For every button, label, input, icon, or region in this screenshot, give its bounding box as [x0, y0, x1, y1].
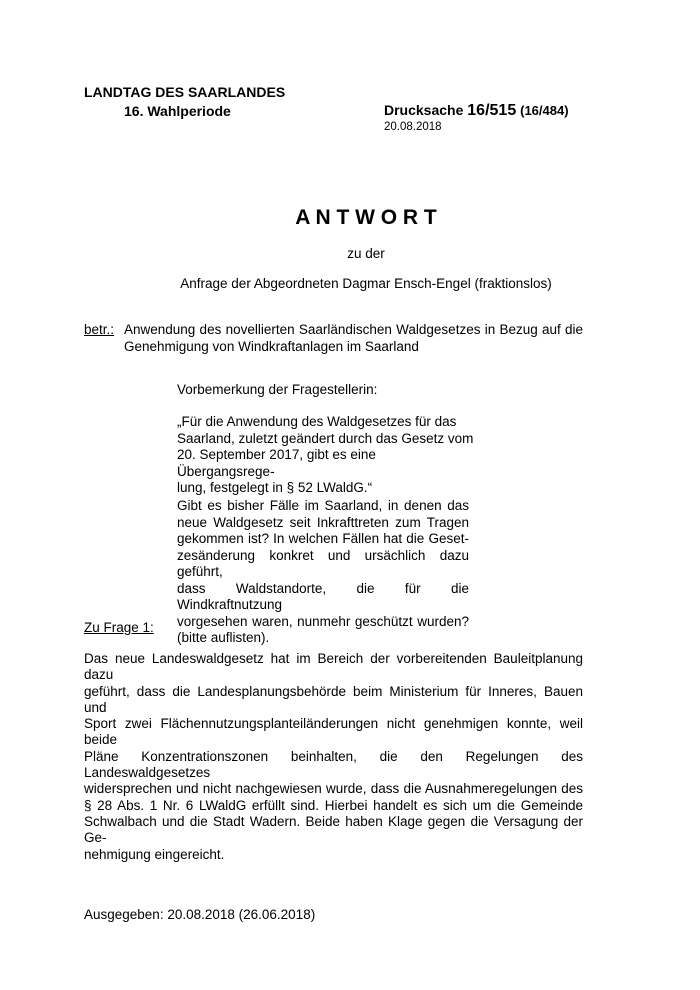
- parliament-name: LANDTAG DES SAARLANDES: [84, 84, 286, 100]
- question-line: (bitte auflisten).: [177, 630, 270, 645]
- subject-text: Anwendung des novellierten Saarländischen Waldgesetzes in Bezug auf die Genehmigung von Windkraftanlagen im Saarland: [124, 322, 583, 354]
- quote-line: 20. September 2017, gibt es eine Übergangsrege-: [177, 447, 376, 479]
- quote-line: „Für die Anwendung des Waldgesetzes für das: [177, 414, 457, 429]
- print-date: 20.08.2018: [384, 121, 442, 133]
- answer-block: [84, 651, 583, 863]
- answer-line: § 28 Abs. 1 Nr. 6 LWaldG erfüllt sind. Hierbei handelt es sich um die Gemeinde: [84, 797, 583, 813]
- print-ref: (16/484): [520, 103, 569, 118]
- answer-line: geführt, dass die Landesplanungsbehörde beim Ministerium für Inneres, Bauen und: [84, 683, 583, 715]
- answer-line: widersprechen und nicht nachgewiesen wurde, dass die Ausnahmeregelungen des: [84, 781, 583, 797]
- print-matter: [384, 101, 569, 120]
- answer-line: Schwalbach und die Stadt Wadern. Beide haben Klage gegen die Versagung der Ge-: [84, 813, 583, 846]
- answer-line: Pläne Konzentrationszonen beinhalten, die den Regelungen des Landeswaldgesetzes: [84, 748, 583, 781]
- question-line: Gibt es bisher Fälle im Saarland, in denen das: [177, 498, 469, 513]
- inquiry-line: Anfrage der Abgeordneten Dagmar Ensch-Engel (fraktionslos): [180, 276, 552, 291]
- preface-heading: Vorbemerkung der Fragestellerin:: [177, 382, 378, 397]
- preface-quote: [177, 414, 477, 497]
- quote-line: lung, festgelegt in § 52 LWaldG.“: [177, 480, 373, 495]
- to-the-label: zu der: [347, 246, 385, 261]
- question-line: neue Waldgesetz seit Inkrafttreten zum Tragen: [177, 514, 469, 530]
- legislative-period: 16. Wahlperiode: [124, 103, 231, 119]
- print-number: 16/515: [467, 102, 517, 119]
- answer-line: Sport zwei Flächennutzungsplanteiländerungen nicht genehmigen konnte, weil beide: [84, 716, 583, 748]
- answer-line: Das neue Landeswaldgesetz hat im Bereich der vorbereitenden Bauleitplanung dazu: [84, 651, 583, 683]
- question-block: [177, 498, 469, 647]
- question-line: vorgesehen waren, nunmehr geschützt wurden?: [177, 613, 469, 629]
- question-line: gekommen ist? In welchen Fällen hat die Geset-: [177, 531, 469, 546]
- print-label: Drucksache: [384, 102, 464, 118]
- issued-date: Ausgegeben: 20.08.2018 (26.06.2018): [84, 907, 316, 922]
- question-line: zesänderung konkret und ursächlich dazu geführt,: [177, 547, 469, 579]
- document-title: A N T W O R T: [295, 206, 437, 229]
- quote-line: Saarland, zuletzt geändert durch das Gesetz vom: [177, 430, 474, 446]
- subject-label: betr.:: [84, 322, 115, 337]
- question-line: dass Waldstandorte, die für die Windkraftnutzung: [177, 580, 469, 612]
- answer-heading: Zu Frage 1:: [84, 620, 154, 635]
- answer-line: nehmigung eingereicht.: [84, 846, 225, 862]
